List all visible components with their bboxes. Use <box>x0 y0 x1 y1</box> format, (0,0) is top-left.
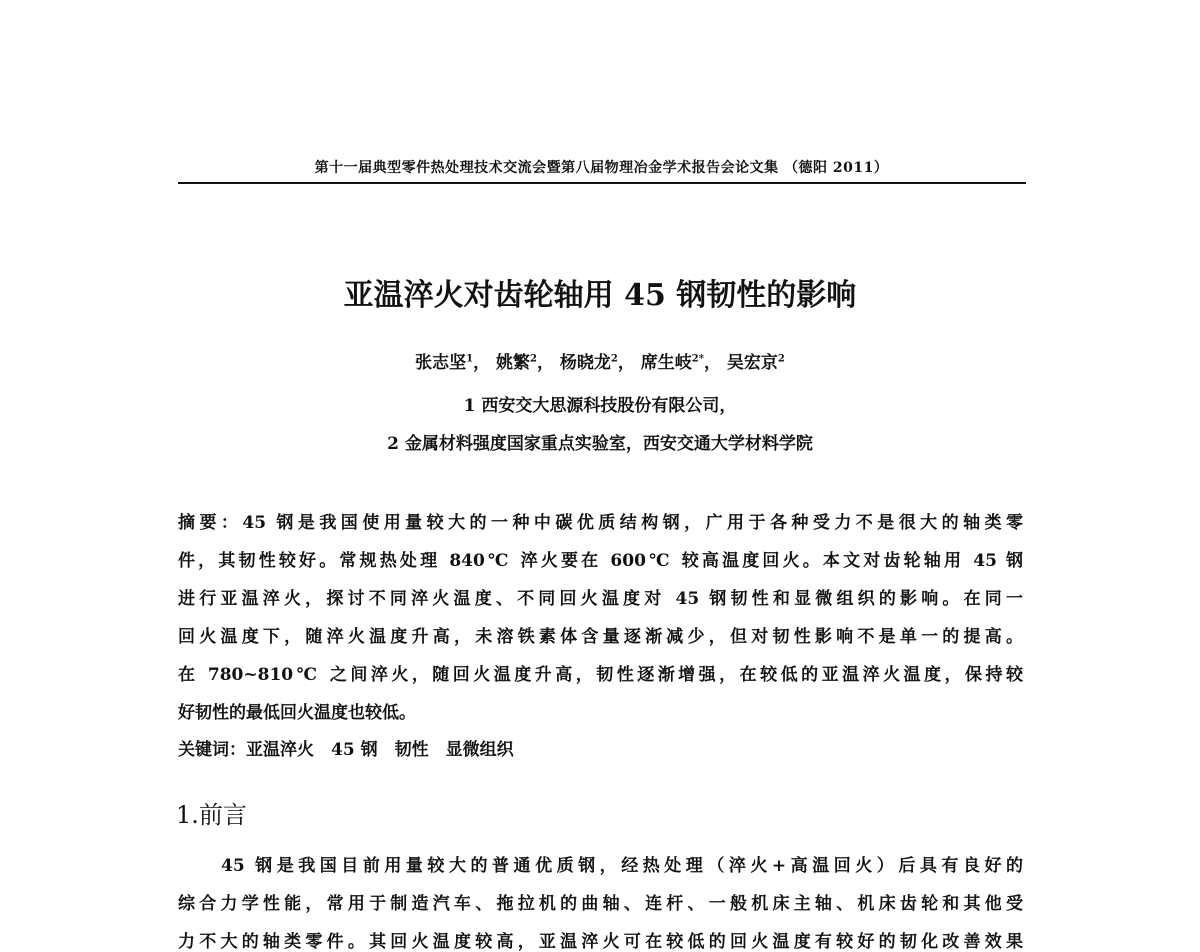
author-affil-mark: 2 <box>777 353 785 365</box>
abstract-line: 回火温度下，随淬火温度升高，未溶铁素体含量逐渐减少，但对韧性影响不是单一的提高。 <box>178 627 1023 647</box>
running-header: 第十一届典型零件热处理技术交流会暨第八届物理冶金学术报告会论文集 （德阳 2011） <box>314 160 889 176</box>
abstract-line: 进行亚温淬火，探讨不同淬火温度、不同回火温度对 45 钢韧性和显微组织的影响。在同一 <box>178 589 1023 609</box>
header-rule <box>178 182 1026 184</box>
abstract-line: 好韧性的最低回火温度也较低。 <box>178 703 416 723</box>
abstract-line: 在 780~810℃ 之间淬火，随回火温度升高，韧性逐渐增强，在较低的亚温淬火温度，保持较 <box>178 665 1023 685</box>
paper-title: 亚温淬火对齿轮轴用 45 钢韧性的影响 <box>343 278 857 313</box>
author: 杨晓龙 <box>559 353 611 373</box>
author-affil-mark: 2 <box>530 353 537 365</box>
intro-line: 力不大的轴类零件。其回火温度较高，亚温淬火可在较低的回火温度有较好的韧化改善效果 <box>178 932 1023 952</box>
author: 席生岐 <box>640 353 692 373</box>
author-separator: ， <box>703 353 721 373</box>
author-separator: ， <box>617 353 635 373</box>
author-affil-mark: 1 <box>466 353 474 365</box>
intro-line: 综合力学性能，常用于制造汽车、拖拉机的曲轴、连杆、一般机床主轴、机床齿轮和其他受 <box>178 894 1023 914</box>
author-affil-mark: 2 <box>610 353 618 365</box>
section-heading: 1.前言 <box>176 801 247 829</box>
author-separator: ， <box>536 353 554 373</box>
author: 张志坚 <box>415 353 467 373</box>
author: 姚繁 <box>496 353 531 373</box>
abstract-line: 摘要：45 钢是我国使用量较大的一种中碳优质结构钢，广用于各种受力不是很大的轴类零 <box>178 513 1023 533</box>
affiliation-1: 1 西安交大思源科技股份有限公司， <box>463 396 737 416</box>
author-list <box>0 348 1200 373</box>
intro-line: 45 钢是我国目前用量较大的普通优质钢，经热处理（淬火+高温回火）后具有良好的 <box>178 856 1023 876</box>
affiliation-2: 2 金属材料强度国家重点实验室，西安交通大学材料学院 <box>387 434 813 454</box>
keywords: 关键词：亚温淬火 45 钢 韧性 显微组织 <box>178 740 514 760</box>
author-separator: ， <box>473 353 491 373</box>
author: 吴宏京 <box>726 353 778 373</box>
abstract-line: 件，其韧性较好。常规热处理 840℃ 淬火要在 600℃ 较高温度回火。本文对齿轮轴用 45 钢 <box>178 551 1023 571</box>
author-affil-mark: 2* <box>691 353 704 365</box>
